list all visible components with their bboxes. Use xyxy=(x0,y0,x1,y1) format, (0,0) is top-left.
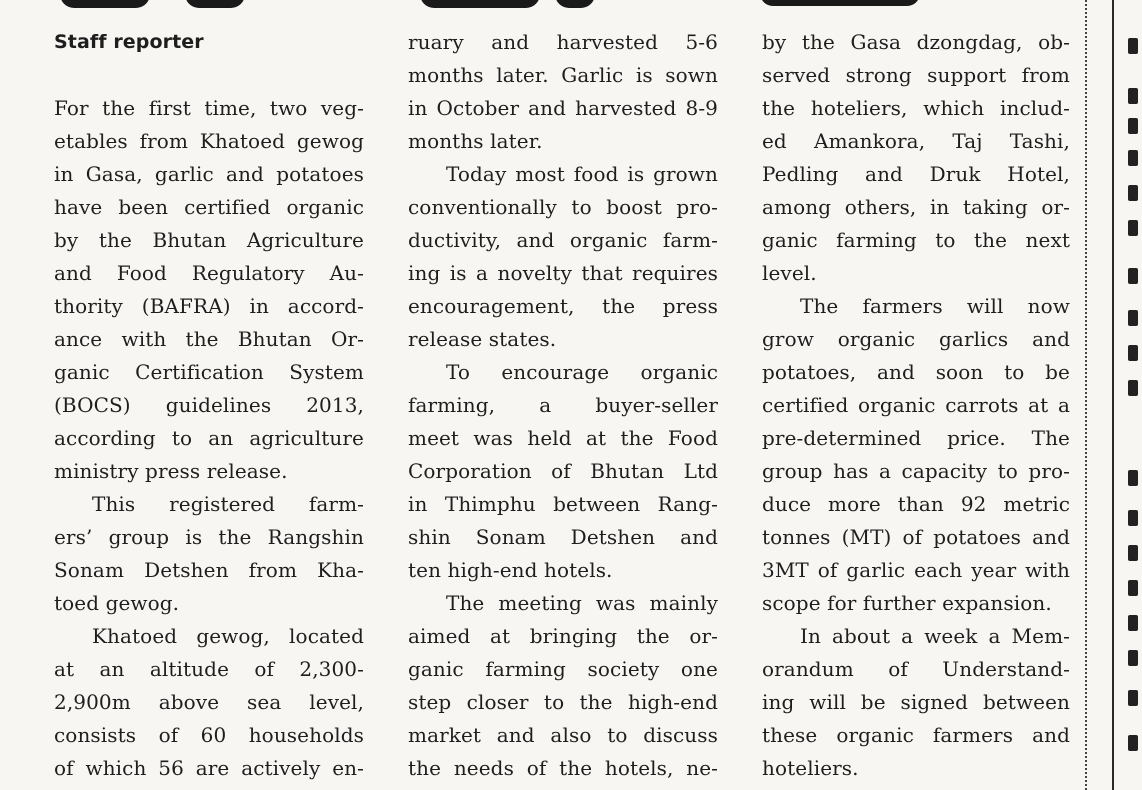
article-line: ganic farming to the next xyxy=(762,228,1070,252)
article-line: in October and harvested 8-9 xyxy=(408,96,718,120)
article-line: grow organic garlics and xyxy=(762,327,1070,351)
article-line: by the Gasa dzongdag, ob- xyxy=(762,30,1070,54)
article-line: Today most food is grown xyxy=(446,162,718,186)
adjacent-article-edge xyxy=(1126,0,1142,790)
article-line: (BOCS) guidelines 2013, xyxy=(54,393,364,417)
article-line: ten high-end hotels. xyxy=(408,558,613,582)
article-line: aimed at bringing the or- xyxy=(408,624,718,648)
article-line: ruary and harvested 5-6 xyxy=(408,30,718,54)
article-line: orandum of Understand- xyxy=(762,657,1070,681)
article-line: level. xyxy=(762,261,817,285)
article-line: group has a capacity to pro- xyxy=(762,459,1070,483)
article-line: ance with the Bhutan Or- xyxy=(54,327,364,351)
article-line: thority (BAFRA) in accord- xyxy=(54,294,364,318)
column-divider-dotted xyxy=(1085,0,1087,790)
article-line: ministry press release. xyxy=(54,459,288,483)
article-line: For the first time, two veg- xyxy=(54,96,364,120)
article-line: ers’ group is the Rangshin xyxy=(54,525,364,549)
article-line: encouragement, the press xyxy=(408,294,718,318)
byline-spacer xyxy=(54,59,364,92)
column-2-text xyxy=(408,26,718,785)
article-line: ing is a novelty that requires xyxy=(408,261,718,285)
article-line: Pedling and Druk Hotel, xyxy=(762,162,1070,186)
article-column-2 xyxy=(408,26,718,785)
article-line: The farmers will now xyxy=(800,294,1070,318)
article-line: market and also to discuss xyxy=(408,723,718,747)
article-line: ganic Certification System xyxy=(54,360,364,384)
article-line: meet was held at the Food xyxy=(408,426,718,450)
byline: Staff reporter xyxy=(54,31,204,53)
article-line: ganic farming society one xyxy=(408,657,718,681)
article-line: Sonam Detshen from Kha- xyxy=(54,558,364,582)
article-line: ductivity, and organic farm- xyxy=(408,228,718,252)
article-column-3 xyxy=(762,26,1070,785)
article-line: these organic farmers and xyxy=(762,723,1070,747)
column-3-text xyxy=(762,26,1070,785)
article-line: potatoes, and soon to be xyxy=(762,360,1070,384)
article-line: conventionally to boost pro- xyxy=(408,195,718,219)
article-line: step closer to the high-end xyxy=(408,690,718,714)
article-line: according to an agriculture xyxy=(54,426,364,450)
article-column-1 xyxy=(54,26,364,785)
article-line: the needs of the hotels, ne- xyxy=(408,756,718,780)
headline-remnant xyxy=(0,0,1085,12)
article-line: pre-determined price. The xyxy=(762,426,1070,450)
article-line: by the Bhutan Agriculture xyxy=(54,228,364,252)
article-line: etables from Khatoed gewog xyxy=(54,129,364,153)
article-line: and Food Regulatory Au- xyxy=(54,261,364,285)
article-line: certified organic carrots at a xyxy=(762,393,1070,417)
article-line: In about a week a Mem- xyxy=(800,624,1070,648)
article-line: the hoteliers, which includ- xyxy=(762,96,1070,120)
article-line: have been certified organic xyxy=(54,195,364,219)
article-line: shin Sonam Detshen and xyxy=(408,525,718,549)
article-line: in Gasa, garlic and potatoes xyxy=(54,162,364,186)
article-line: hoteliers. xyxy=(762,756,859,780)
article-line: toed gewog. xyxy=(54,591,180,615)
article-line: months later. xyxy=(408,129,543,153)
article-line: The meeting was mainly xyxy=(446,591,718,615)
article-line: at an altitude of 2,300- xyxy=(54,657,364,681)
article-line: farming, a buyer-seller xyxy=(408,393,718,417)
article-line: served strong support from xyxy=(762,63,1070,87)
article-line: ed Amankora, Taj Tashi, xyxy=(762,129,1070,153)
article-line: This registered farm- xyxy=(92,492,364,516)
column-1-text xyxy=(54,92,364,785)
article-line: scope for further expansion. xyxy=(762,591,1052,615)
article-line: release states. xyxy=(408,327,557,351)
article-line: To encourage organic xyxy=(446,360,718,384)
article-line: Corporation of Bhutan Ltd xyxy=(408,459,718,483)
article-line: duce more than 92 metric xyxy=(762,492,1070,516)
article-line: in Thimphu between Rang- xyxy=(408,492,718,516)
article-line: months later. Garlic is sown xyxy=(408,63,718,87)
article-line: of which 56 are actively en- xyxy=(54,756,364,780)
article-line: ing will be signed between xyxy=(762,690,1070,714)
article-line: 3MT of garlic each year with xyxy=(762,558,1070,582)
article-line: Khatoed gewog, located xyxy=(92,624,364,648)
article-line: 2,900m above sea level, xyxy=(54,690,364,714)
article-line: among others, in taking or- xyxy=(762,195,1070,219)
article-line: consists of 60 households xyxy=(54,723,364,747)
page-divider-rule xyxy=(1112,0,1114,790)
article-line: tonnes (MT) of potatoes and xyxy=(762,525,1070,549)
